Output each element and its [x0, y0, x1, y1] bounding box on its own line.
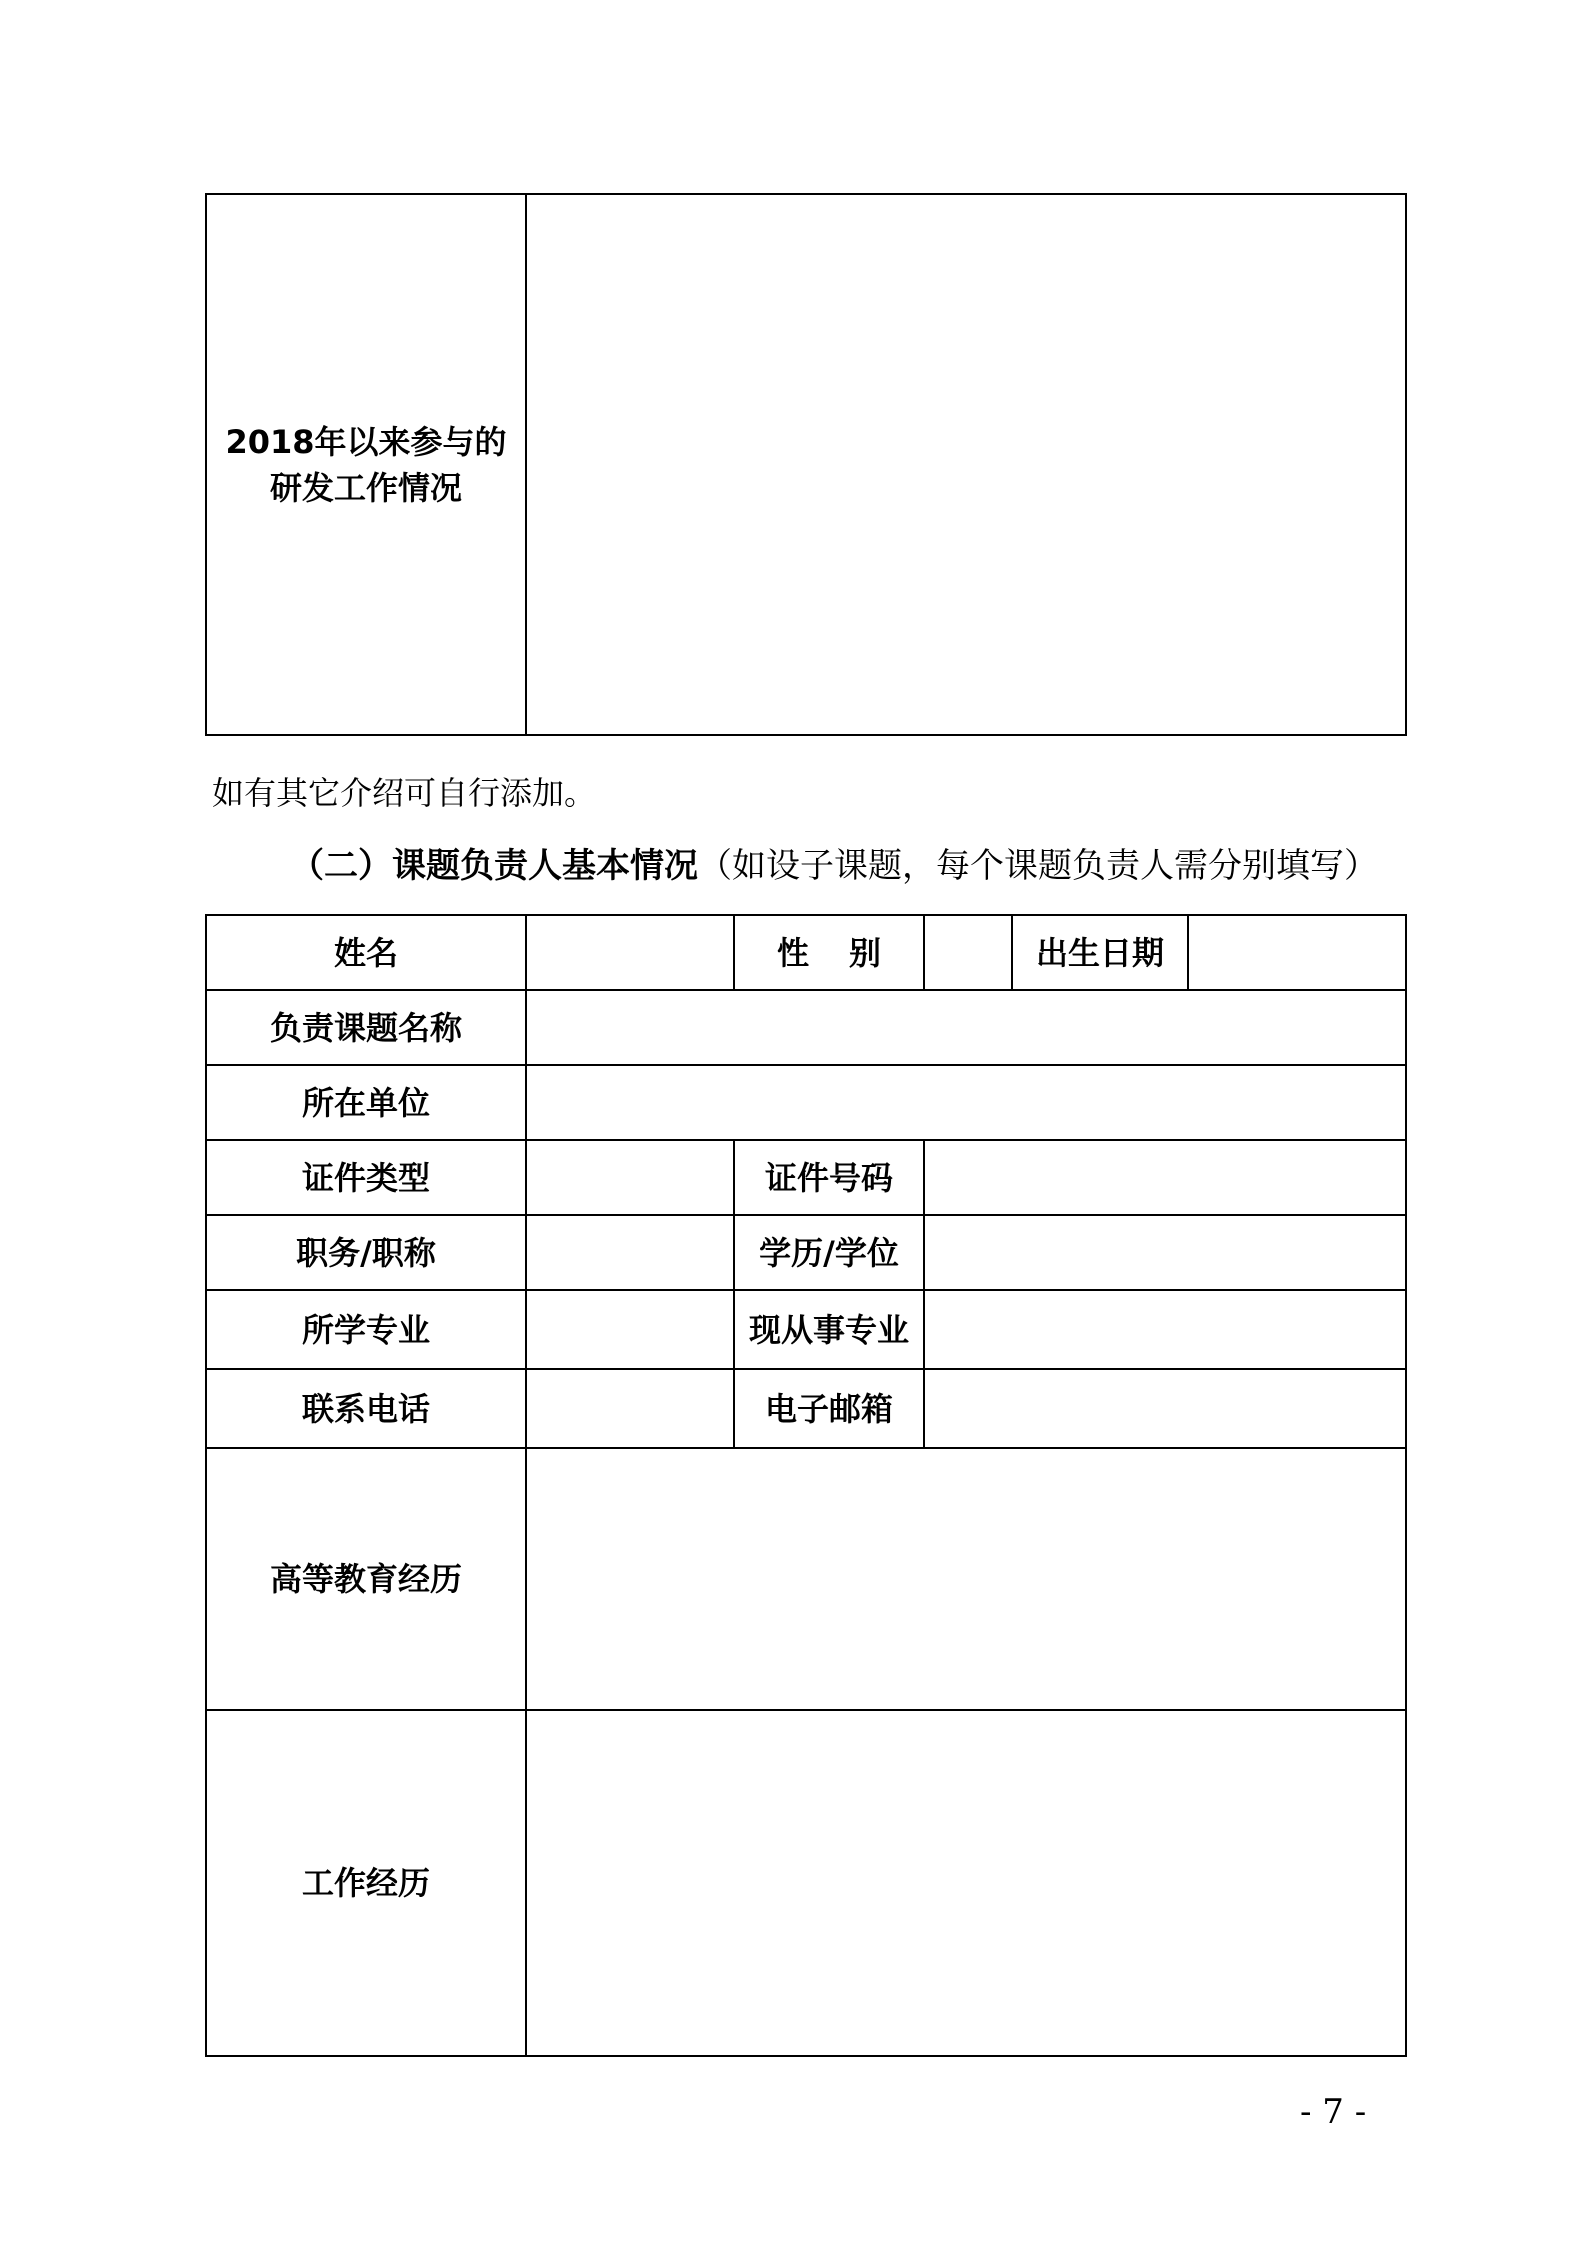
unit-label: 所在单位	[206, 1065, 526, 1140]
gender-field[interactable]	[924, 915, 1012, 990]
unit-field[interactable]	[526, 1065, 1406, 1140]
position-label: 职务/职称	[206, 1215, 526, 1290]
work-experience-label: 工作经历	[206, 1710, 526, 2056]
id-number-label: 证件号码	[734, 1140, 924, 1215]
email-label: 电子邮箱	[734, 1369, 924, 1448]
major-studied-label: 所学专业	[206, 1290, 526, 1369]
position-field[interactable]	[526, 1215, 734, 1290]
research-table	[205, 193, 1407, 736]
project-name-label: 负责课题名称	[206, 990, 526, 1065]
phone-label: 联系电话	[206, 1369, 526, 1448]
gender-label: 性 别	[734, 915, 924, 990]
project-name-field[interactable]	[526, 990, 1406, 1065]
table-row	[206, 1369, 1406, 1448]
table-row	[206, 1065, 1406, 1140]
table-row	[206, 915, 1406, 990]
education-label: 学历/学位	[734, 1215, 924, 1290]
leader-info-table	[205, 914, 1407, 2057]
note-text: 如有其它介绍可自行添加。	[212, 774, 597, 812]
research-label	[206, 194, 526, 735]
id-number-field[interactable]	[924, 1140, 1406, 1215]
table-row	[206, 1290, 1406, 1369]
name-field[interactable]	[526, 915, 734, 990]
id-type-label: 证件类型	[206, 1140, 526, 1215]
email-field[interactable]	[924, 1369, 1406, 1448]
birth-date-field[interactable]	[1188, 915, 1406, 990]
research-label-line2: 研发工作情况	[269, 468, 462, 507]
page-number: - 7 -	[1300, 2092, 1367, 2132]
major-studied-field[interactable]	[526, 1290, 734, 1369]
section-hint: （如设子课题，每个课题负责人需分别填写）	[698, 846, 1378, 886]
phone-field[interactable]	[526, 1369, 734, 1448]
education-field[interactable]	[924, 1215, 1406, 1290]
section-heading	[290, 838, 1378, 887]
table-row	[206, 1448, 1406, 1710]
id-type-field[interactable]	[526, 1140, 734, 1215]
current-major-field[interactable]	[924, 1290, 1406, 1369]
research-field[interactable]	[526, 194, 1406, 735]
table-row	[206, 1710, 1406, 2056]
table-row	[206, 1215, 1406, 1290]
higher-education-label: 高等教育经历	[206, 1448, 526, 1710]
name-label: 姓名	[206, 915, 526, 990]
work-experience-field[interactable]	[526, 1710, 1406, 2056]
table-row	[206, 1140, 1406, 1215]
higher-education-field[interactable]	[526, 1448, 1406, 1710]
current-major-label: 现从事专业	[734, 1290, 924, 1369]
birth-date-label: 出生日期	[1012, 915, 1188, 990]
research-label-line1: 2018年以来参与的	[225, 422, 507, 461]
table-row	[206, 990, 1406, 1065]
section-title: （二）课题负责人基本情况	[290, 846, 698, 886]
